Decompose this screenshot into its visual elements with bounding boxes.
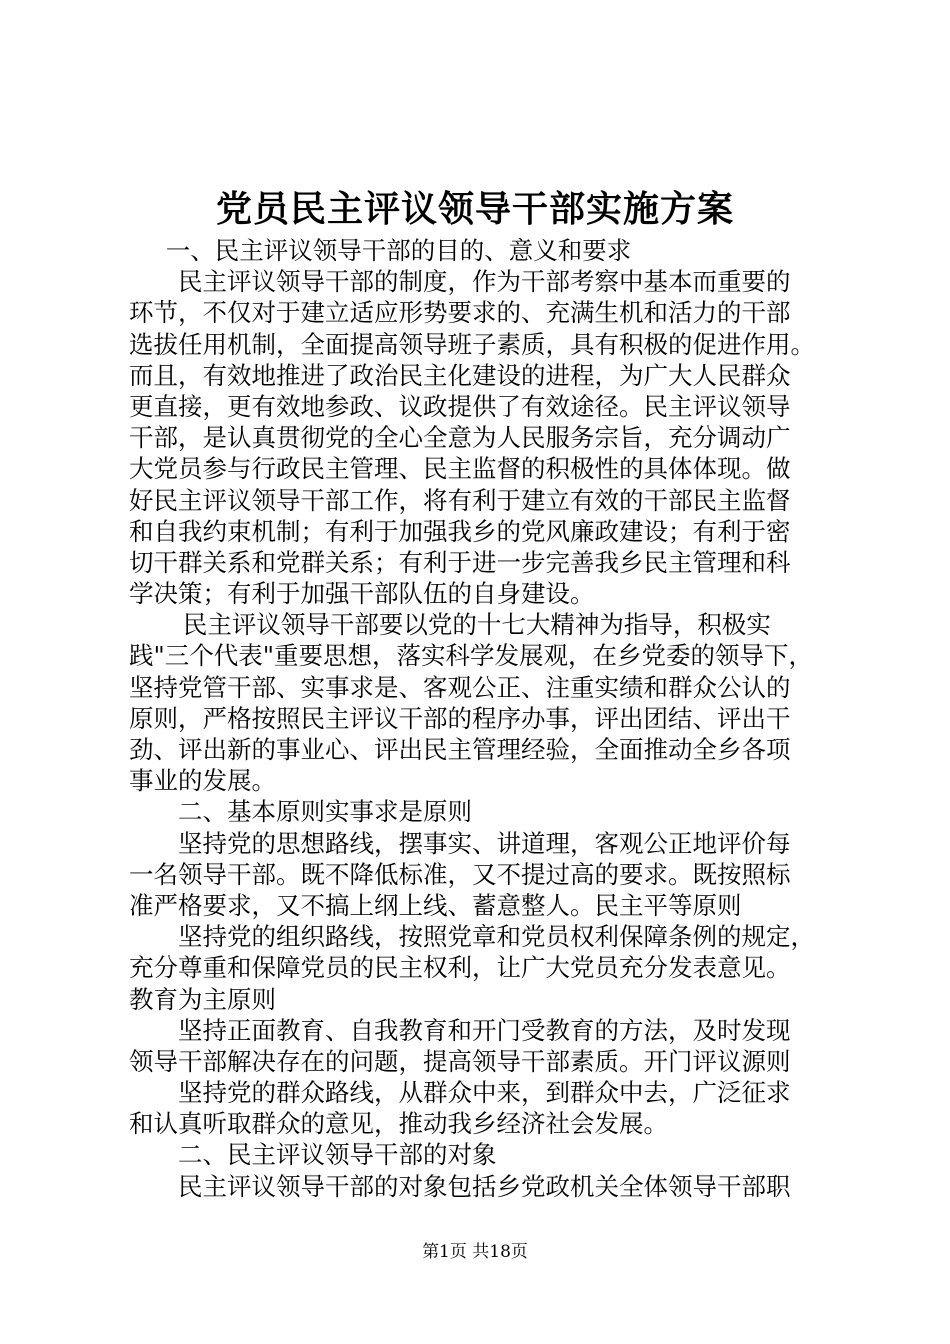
body-line: 充分尊重和保障党员的民主权利，让广大党员充分发表意见。 bbox=[129, 953, 791, 983]
body-line: 干部，是认真贯彻党的全心全意为人民服务宗旨，充分调动广 bbox=[129, 423, 791, 453]
body-line: 原则，严格按照民主评议干部的程序办事，评出团结、评出干 bbox=[129, 703, 791, 733]
body-line: 二、基本原则实事求是原则 bbox=[178, 797, 472, 827]
document-body bbox=[129, 235, 849, 1202]
body-line: 而且，有效地推进了政治民主化建设的进程，为广大人民群众 bbox=[129, 360, 791, 390]
body-line: 好民主评议领导干部工作，将有利于建立有效的干部民主监督 bbox=[129, 485, 791, 515]
body-line: 民主评议领导干部的对象包括乡党政机关全体领导干部职 bbox=[178, 1171, 791, 1201]
body-line: 更直接，更有效地参政、议政提供了有效途径。民主评议领导 bbox=[129, 391, 791, 421]
page-footer: 第1页 共18页 bbox=[422, 1242, 528, 1262]
body-line: 坚持党的组织路线，按照党章和党员权利保障条例的规定， bbox=[178, 922, 815, 952]
body-line: 坚持党的群众路线，从群众中来，到群众中去，广泛征求 bbox=[178, 1078, 791, 1108]
body-line: 民主评议领导干部要以党的十七大精神为指导，积极实 bbox=[182, 610, 771, 640]
body-line: 劲、评出新的事业心、评出民主管理经验，全面推动全乡各项 bbox=[129, 735, 791, 764]
body-line: 事业的发展。 bbox=[129, 766, 276, 796]
body-line: 领导干部解决存在的问题，提高领导干部素质。开门评议源则 bbox=[129, 1046, 791, 1076]
body-line: 和认真听取群众的意见，推动我乡经济社会发展。 bbox=[129, 1109, 668, 1139]
body-line: 教育为主原则 bbox=[129, 984, 276, 1014]
body-line: 坚持正面教育、自我教育和开门受教育的方法，及时发现 bbox=[178, 1015, 791, 1045]
body-line: 环节，不仅对于建立适应形势要求的、充满生机和活力的干部 bbox=[129, 298, 791, 328]
body-line: 和自我约束机制；有利于加强我乡的党风廉政建设；有利于密 bbox=[129, 516, 791, 546]
body-line: 一、民主评议领导干部的目的、意义和要求 bbox=[165, 236, 632, 265]
body-line: 切干群关系和党群关系；有利于进一步完善我乡民主管理和科 bbox=[129, 547, 791, 577]
body-line: 选拔任用机制，全面提高领导班子素质，具有积极的促进作用。 bbox=[129, 329, 815, 359]
body-line: 二、民主评议领导干部的对象 bbox=[178, 1140, 497, 1170]
body-line: 坚持党管干部、实事求是、客观公正、注重实绩和群众公认的 bbox=[129, 672, 791, 702]
body-line: 践"三个代表"重要思想，落实科学发展观，在乡党委的领导下， bbox=[129, 641, 814, 671]
body-line: 民主评议领导干部的制度，作为干部考察中基本而重要的 bbox=[178, 267, 791, 297]
body-line: 学决策；有利于加强干部队伍的自身建设。 bbox=[129, 579, 595, 609]
body-line: 准严格要求，又不搞上纲上线、蓄意整人。民主平等原则 bbox=[129, 890, 742, 920]
document-title: 党员民主评议领导干部实施方案 bbox=[215, 188, 734, 230]
body-line: 一名领导干部。既不降低标准，又不提过高的要求。既按照标 bbox=[129, 859, 791, 889]
body-line: 大党员参与行政民主管理、民主监督的积极性的具体体现。做 bbox=[129, 454, 791, 484]
body-line: 坚持党的思想路线，摆事实、讲道理，客观公正地评价每 bbox=[178, 828, 791, 858]
